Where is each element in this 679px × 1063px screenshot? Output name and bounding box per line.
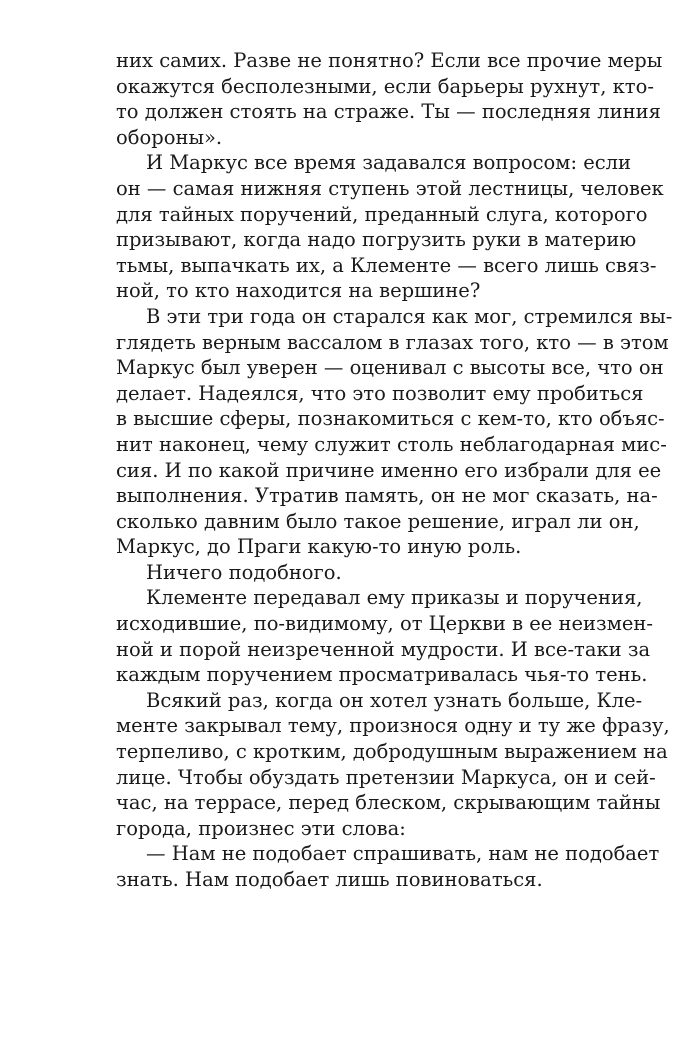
text-line: нит наконец, чему служит столь неблагодарная мис- [116,432,667,456]
text-line: Ничего подобного. [146,560,342,584]
paragraph [86,304,673,560]
text-line: — Нам не подобает спрашивать, нам не подобает [146,842,660,866]
text-line: глядеть верным вассалом в глазах того, кто — в этом [116,330,669,354]
text-line: терпеливо, с кротким, добродушным выражением на [116,740,668,764]
text-line: них самих. Разве не понятно? Если все прочие меры [116,49,663,72]
text-line: В эти три года он старался как мог, стремился вы- [146,304,673,328]
paragraph [86,48,663,150]
text-line: он — самая нижняя ступень этой лестницы, человек [116,176,664,200]
paragraph [86,585,653,687]
text-line: сия. И по какой причине именно его избрали для ее [116,458,662,482]
text-line: Клементе передавал ему приказы и поручения, [146,586,643,610]
text-line: Маркус, до Праги какую-то иную роль. [116,535,522,559]
text-line: обороны». [116,125,223,149]
text-line: в высшие сферы, познакомиться с кем-то, кто объяс- [116,407,665,431]
text-line: менте закрывал тему, произнося одну и ту же фразу, [116,714,670,738]
text-line: час, на террасе, перед блеском, скрывающим тайны [116,791,661,815]
text-line: призывают, когда надо погрузить руки в материю [116,228,637,252]
text-line: ной и порой неизреченной мудрости. И все-таки за [116,637,651,661]
text-line: знать. Нам подобает лишь повиноваться. [116,868,543,891]
paragraph [86,150,664,304]
paragraph [86,688,670,842]
text-line: выполнения. Утратив память, он не мог сказать, на- [116,484,658,508]
text-line: И Маркус все время задавался вопросом: если [146,151,632,175]
text-line: ной, то кто находится на вершине? [116,279,481,303]
book-page [86,48,673,893]
text-line: окажутся бесполезными, если барьеры рухнут, кто- [116,74,654,98]
text-line: Всякий раз, когда он хотел узнать больше, Клe- [146,688,643,712]
text-line: лице. Чтобы обуздать претензии Маркуса, он и сей- [116,765,656,789]
text-line: то должен стоять на страже. Ты — последняя линия [116,100,661,124]
text-line: города, произнес эти слова: [116,816,406,840]
text-line: каждым поручением просматривалась чья-то тень. [116,663,648,687]
text-line: для тайных поручений, преданный слуга, которого [116,202,648,226]
paragraph [86,841,660,892]
paragraph [86,560,586,586]
text-line: Маркус был уверен — оценивал с высоты все, что он [116,356,664,380]
text-line: тьмы, выпачкать их, а Клементе — всего лишь связ- [116,253,657,277]
text-line: исходившие, по-видимому, от Церкви в ее неизмен- [116,612,653,636]
text-line: сколько давним было такое решение, играл ли он, [116,509,640,533]
text-line: делает. Надеялся, что это позволит ему пробиться [116,381,644,405]
